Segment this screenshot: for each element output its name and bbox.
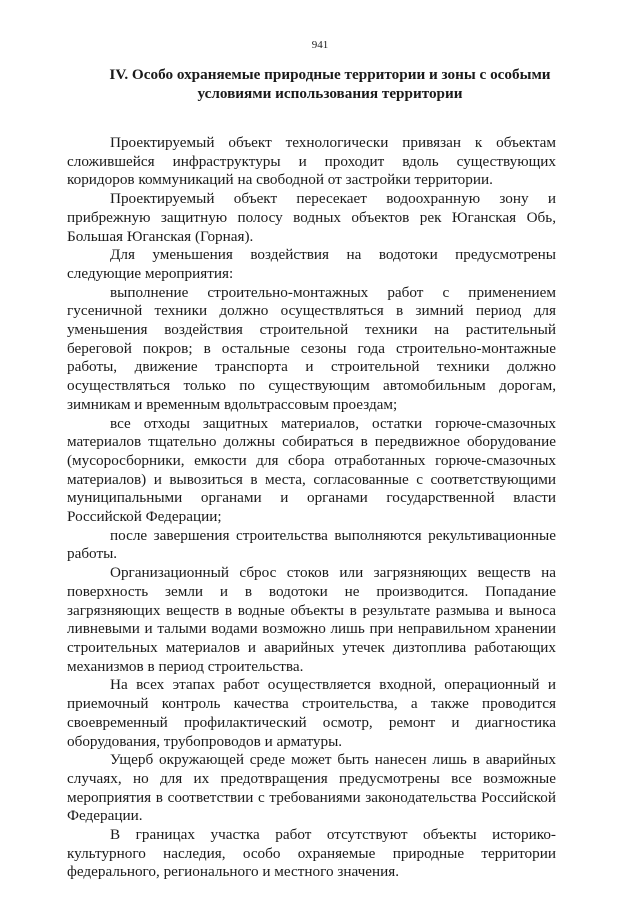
section-heading-line-1: IV. Особо охраняемые природные территории и зоны с особыми [109, 66, 551, 83]
section-heading [70, 65, 590, 103]
paragraph: На всех этапах работ осуществляется входной, операционный и приемочный контроль качества строительства, а также проводится своевременный профилактический осмотр, ремонт и диагностика оборудования, трубопроводов и арматуры. [67, 676, 556, 750]
list-item: после завершения строительства выполняются рекультивационные работы. [67, 526, 556, 563]
paragraph: Ущерб окружающей среде может быть нанесен лишь в аварийных случаях, но для их предотвращения предусмотрены все возможные мероприятия в соответствии с требованиями законодательства Российской Федерации. [67, 751, 556, 825]
section-heading-line-2: условиями использования территории [197, 85, 463, 102]
list-item: все отходы защитных материалов, остатки горюче-смазочных материалов тщательно должны собираться в передвижное оборудование (мусоросборники, емкости для сбора отработанных горюче-смазочных материалов) и вывозиться в места, согласованные с соответствующими муниципальными органами и органами государственной власти Российской Федерации; [67, 414, 556, 526]
paragraph: Проектируемый объект технологически привязан к объектам сложившейся инфраструктуры и проходит вдоль существующих коридоров коммуникаций на свободной от застройки территории. [67, 134, 556, 189]
paragraph: В границах участка работ отсутствуют объекты историко-культурного наследия, особо охраняемые природные территории федерального, регионального и местного значения. [67, 826, 556, 881]
body-text [67, 134, 556, 882]
list-item: выполнение строительно-монтажных работ с применением гусеничной техники должно осуществляться в зимний период для уменьшения воздействия строительной техники на растительный береговой покров; в остальные сезоны года строительно-монтажные работы, движение транспорта и строительной техники должно осуществляться только по существующим автомобильным дорогам, зимникам и временным вдольтрассовым проездам; [67, 283, 556, 413]
paragraph: Организационный сброс стоков или загрязняющих веществ на поверхность земли и в водотоки не производится. Попадание загрязняющих веществ в водные объекты в результате размыва и выноса ливневыми и талыми водами возможно лишь при неправильном хранении строительных материалов и аварийных утечек дизтоплива работающих механизмов в период строительства. [67, 564, 556, 675]
paragraph: Проектируемый объект пересекает водоохранную зону и прибрежную защитную полосу водных объектов рек Юганская Обь, Большая Юганская (Горная). [67, 190, 556, 245]
paragraph: Для уменьшения воздействия на водотоки предусмотрены следующие мероприятия: [67, 246, 556, 282]
page-number: 941 [311, 39, 329, 51]
